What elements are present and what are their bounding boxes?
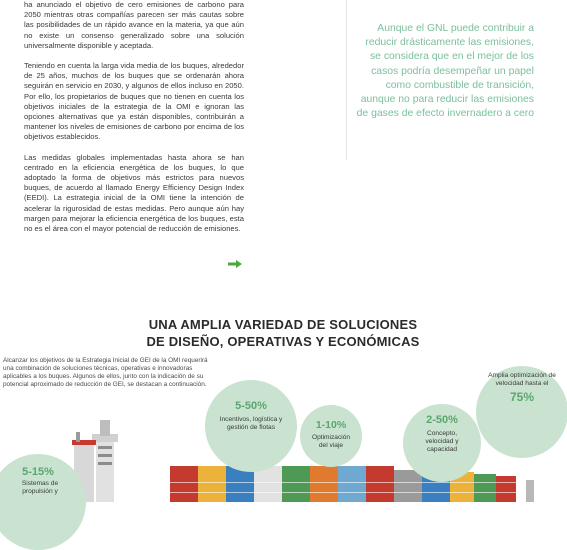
solution-speed-label: Amplia optimización de velocidad hasta el bbox=[488, 372, 556, 388]
solution-incentives-label: Incentivos, logística y gestión de flotas bbox=[219, 416, 283, 432]
article-paragraph-2: Teniendo en cuenta la larga vida media de los buques, alrededor de 25 años, muchos de los buques que se ordenarán ahora seguirán en servicio en 2030, y algunos de ellos incluso en 2050. Por ello, los propietarios de buques que no tienen en cuenta los objetivos iniciales de la estrategia de la OMI e ignoran las opciones alternativas que ya están disponibles, contribuirán a mantener los niveles de emisiones de carbono por encima de los objetivos establecidos. bbox=[24, 61, 244, 142]
solution-concept-percent: 2-50% bbox=[426, 414, 458, 426]
section-heading bbox=[60, 316, 506, 350]
article-column bbox=[24, 0, 244, 244]
section-heading-line-2: DE DISEÑO, OPERATIVAS Y ECONÓMICAS bbox=[146, 334, 420, 349]
solution-incentives-percent: 5-50% bbox=[235, 400, 267, 412]
solution-propulsion-label: Sistemas de propulsión y bbox=[21, 480, 59, 496]
solution-voyage-label: Optimización del viaje bbox=[311, 434, 351, 450]
section-intro: Alcanzar los objetivos de la Estrategia Inicial de GEI de la OMI requerirá una combinación de soluciones técnicas, operativas e innovadoras aplicables a los buques. Algunos de ellos, junto con la indicación de su potencial aproximado de reducción de GEI, se destacan a continuación. bbox=[3, 357, 208, 389]
solution-bubble-speed bbox=[476, 366, 567, 458]
arrow-right-icon[interactable] bbox=[228, 260, 242, 268]
quote-divider bbox=[346, 0, 347, 160]
bow-mast bbox=[526, 480, 534, 502]
pull-quote: Aunque el GNL puede contribuir a reducir drásticamente las emisiones, se considera que en el mejor de los casos podría desempeñar un papel como combustible de transición, aunque no para reducir las emisiones de gases de efecto invernadero a cero bbox=[356, 23, 534, 120]
solution-propulsion-percent: 5-15% bbox=[22, 466, 54, 478]
solution-bubble-propulsion bbox=[0, 454, 86, 550]
solution-bubble-incentives bbox=[205, 380, 297, 472]
article-paragraph-1: ha anunciado el objetivo de cero emisiones de carbono para 2050 mientras otras compañías parecen ser más cautas sobre las posibilidades de un rápido avance en la materia, ya que aún no existe un consenso generalizado sobre una solución universalmente disponible y aceptada. bbox=[24, 0, 244, 50]
solution-speed-percent: 75% bbox=[509, 390, 535, 405]
solution-bubble-voyage bbox=[300, 405, 362, 467]
solution-voyage-percent: 1-10% bbox=[315, 419, 347, 431]
article-paragraph-3: Las medidas globales implementadas hasta ahora se han centrado en la eficiencia energética de los buques, lo que adoptado la forma de objetivos más estrictos para nuevos buques, de acuerdo al llamado Energy Efficiency Design Index (EEDI). La estrategia inicial de la OMI tiene la intención de acelerar la rigurosidad de estas medidas. Pero aunque aún hay margen para mejorar la eficiencia energética de los buques, esta no es el área con el mayor potencial de reducción de emisiones. bbox=[24, 152, 244, 234]
solution-concept-label: Concepto, velocidad y capacidad bbox=[425, 430, 459, 454]
solution-bubble-concept bbox=[403, 404, 481, 482]
section-heading-line-1: UNA AMPLIA VARIEDAD DE SOLUCIONES bbox=[148, 317, 418, 332]
